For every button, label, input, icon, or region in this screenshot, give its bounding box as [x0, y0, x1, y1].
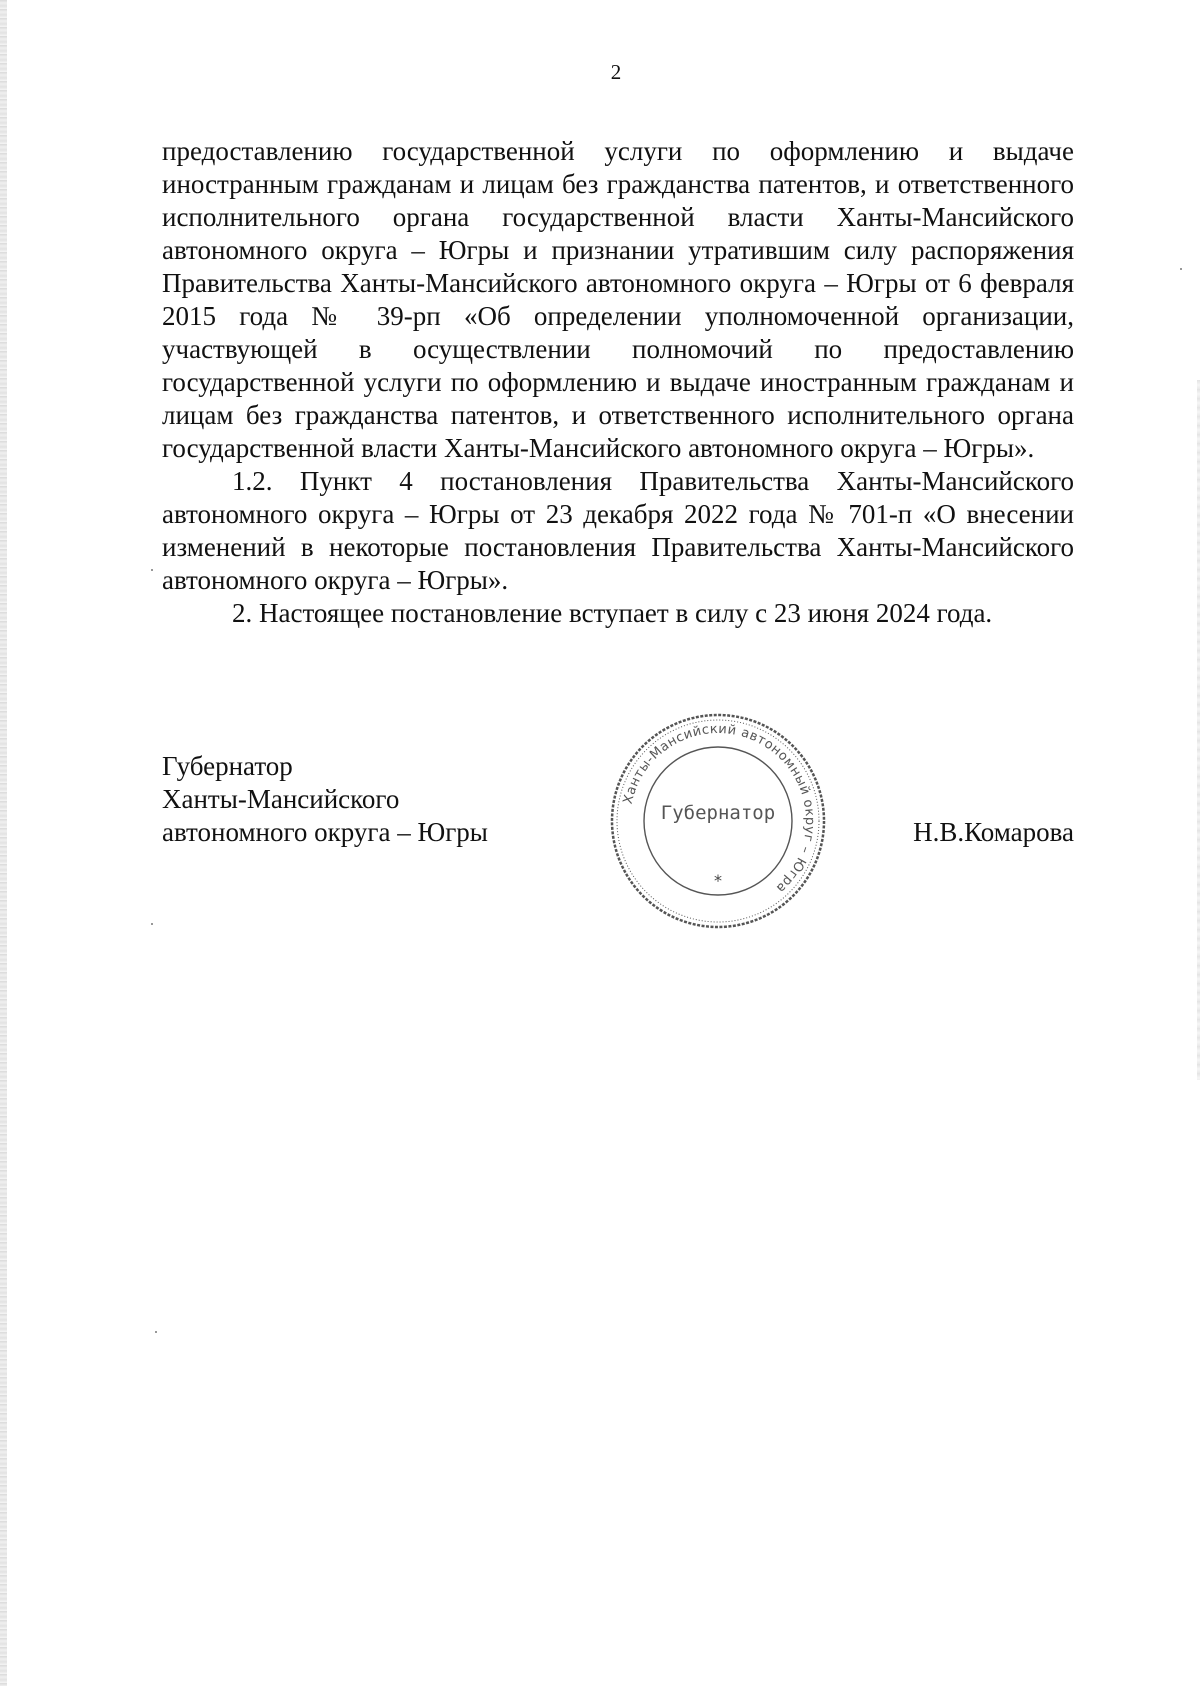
scan-speck [151, 569, 153, 571]
seal-ring-text: Ханты-Мансийский автономный округ – Югра [620, 721, 818, 896]
official-seal-stamp [603, 706, 833, 936]
paragraph-item-2: 2. Настоящее постановление вступает в силу с 23 июня 2024 года. [232, 598, 993, 628]
scan-speck [1180, 268, 1182, 270]
signatory-title [162, 750, 488, 849]
signatory-title-line: автономного округа – Югры [162, 817, 488, 847]
paragraph-item-1-2: 1.2. Пункт 4 постановления Правительства Ханты-Мансийского автономного округа – Югры от 23 декабря 2022 года № 701-п «О внесении изменений в некоторые постановления Правительства Ханты-Мансийского автономного округа – Югры». [162, 466, 1074, 595]
seal-center-text: Губернатор [660, 802, 776, 824]
signatory-name: Н.В.Комарова [913, 817, 1074, 847]
seal-star-icon: * [714, 871, 722, 890]
document-body [162, 135, 1074, 630]
scan-speck [155, 1331, 157, 1333]
scan-edge-left [0, 0, 7, 1686]
scan-speck [151, 923, 153, 925]
page-number: 2 [610, 60, 622, 84]
paragraph-continuation: предоставлению государственной услуги по оформлению и выдаче иностранным гражданам и лицам без гражданства патентов, и ответственного исполнительного органа государственной власти Ханты-Мансийского автономного округа – Югры и признании утратившим силу распоряжения Правительства Ханты-Мансийского автономного округа – Югры от 6 февраля 2015 года № 39-рп «Об определении уполномоченной организации, участвующей в осуществлении полномочий по предоставлению государственной услуги по оформлению и выдаче иностранным гражданам и лицам без гражданства патентов, и ответственного исполнительного органа государственной власти Ханты-Мансийского автономного округа – Югры». [162, 136, 1074, 463]
signatory-title-line: Губернатор [162, 751, 293, 781]
signatory-title-line: Ханты-Мансийского [162, 784, 400, 814]
